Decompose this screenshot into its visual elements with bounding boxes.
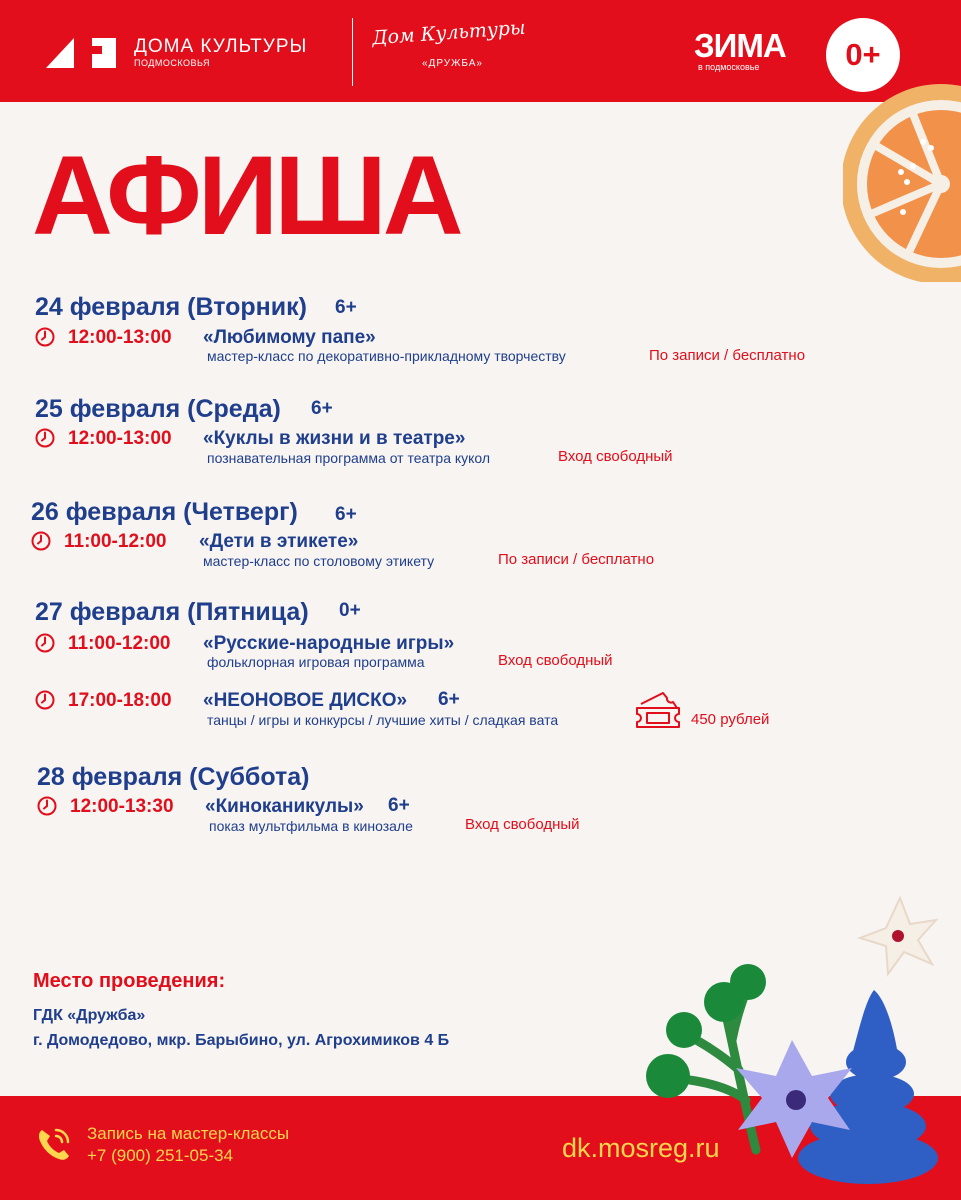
venue-address: г. Домодедово, мкр. Барыбино, ул. Агрохимиков 4 Б xyxy=(33,1032,450,1049)
age-rating: 6+ xyxy=(311,398,333,419)
phone-icon xyxy=(34,1124,74,1164)
event-description: показ мультфильма в кинозале xyxy=(209,818,413,834)
age-rating: 6+ xyxy=(388,795,410,816)
age-rating-badge: 0+ xyxy=(826,18,900,92)
brand-subtitle: ПОДМОСКОВЬЯ xyxy=(134,58,211,68)
event-name: «Любимому папе» xyxy=(203,327,376,348)
clock-icon xyxy=(35,690,55,710)
event-name: «Киноканикулы» xyxy=(205,796,364,817)
event-date: 27 февраля (Пятница) xyxy=(35,598,309,626)
clock-icon xyxy=(35,633,55,653)
age-rating: 6+ xyxy=(438,689,460,710)
ticket-icon xyxy=(633,690,685,730)
event-time: 11:00-12:00 xyxy=(64,531,167,552)
event-date: 24 февраля (Вторник) xyxy=(35,293,307,321)
event-entry: Вход свободный xyxy=(498,652,613,669)
event-entry: По записи / бесплатно xyxy=(649,347,806,364)
event-name: «Русские-народные игры» xyxy=(203,633,455,654)
event-time: 12:00-13:00 xyxy=(68,428,172,449)
event-date: 25 февраля (Среда) xyxy=(35,395,281,423)
orange-cookie-decoration xyxy=(843,84,961,282)
clock-icon xyxy=(35,428,55,448)
event-entry: По записи / бесплатно xyxy=(498,551,655,568)
venue-name: ГДК «Дружба» xyxy=(33,1007,146,1024)
age-rating: 6+ xyxy=(335,504,357,525)
event-time: 11:00-12:00 xyxy=(68,633,171,654)
header-divider xyxy=(352,18,353,86)
clock-icon xyxy=(37,796,57,816)
clock-icon xyxy=(35,327,55,347)
event-name: «Куклы в жизни и в театре» xyxy=(203,428,466,449)
event-date: 26 февраля (Четверг) xyxy=(31,498,298,526)
event-description: мастер-класс по столовому этикету xyxy=(203,553,435,569)
zima-logo: ЗИМА xyxy=(694,27,786,64)
event-name: «Дети в этикете» xyxy=(199,531,359,552)
venue-label: Место проведения: xyxy=(33,970,226,992)
zima-subtitle: в подмосковье xyxy=(698,62,760,72)
event-name: «НЕОНОВОЕ ДИСКО» xyxy=(203,690,408,711)
event-description: познавательная программа от театра кукол xyxy=(207,450,491,466)
dk-logo-icon xyxy=(46,36,116,68)
website-link[interactable]: dk.mosreg.ru xyxy=(562,1133,720,1163)
event-description: мастер-класс по декоративно-прикладному творчеству xyxy=(207,348,566,364)
event-date: 28 февраля (Суббота) xyxy=(37,763,310,791)
age-rating: 6+ xyxy=(335,297,357,318)
brand-name: ДОМА КУЛЬТУРЫ xyxy=(134,36,308,57)
dk-name: «ДРУЖБА» xyxy=(422,58,483,69)
event-entry: 450 рублей xyxy=(691,711,770,728)
age-rating: 0+ xyxy=(339,600,361,621)
winter-tree-decoration xyxy=(636,890,961,1200)
registration-label: Запись на мастер-классы xyxy=(87,1124,290,1143)
event-entry: Вход свободный xyxy=(558,448,673,465)
event-time: 17:00-18:00 xyxy=(68,690,172,711)
dk-script-logo: Дом Культуры xyxy=(371,16,527,50)
event-entry: Вход свободный xyxy=(465,816,580,833)
clock-icon xyxy=(31,531,51,551)
registration-phone[interactable]: +7 (900) 251-05-34 xyxy=(87,1146,234,1165)
page-title: АФИША xyxy=(32,133,460,258)
event-time: 12:00-13:00 xyxy=(68,327,172,348)
event-time: 12:00-13:30 xyxy=(70,796,174,817)
event-description: фольклорная игровая программа xyxy=(207,654,425,670)
event-description: танцы / игры и конкурсы / лучшие хиты / сладкая вата xyxy=(207,712,559,728)
